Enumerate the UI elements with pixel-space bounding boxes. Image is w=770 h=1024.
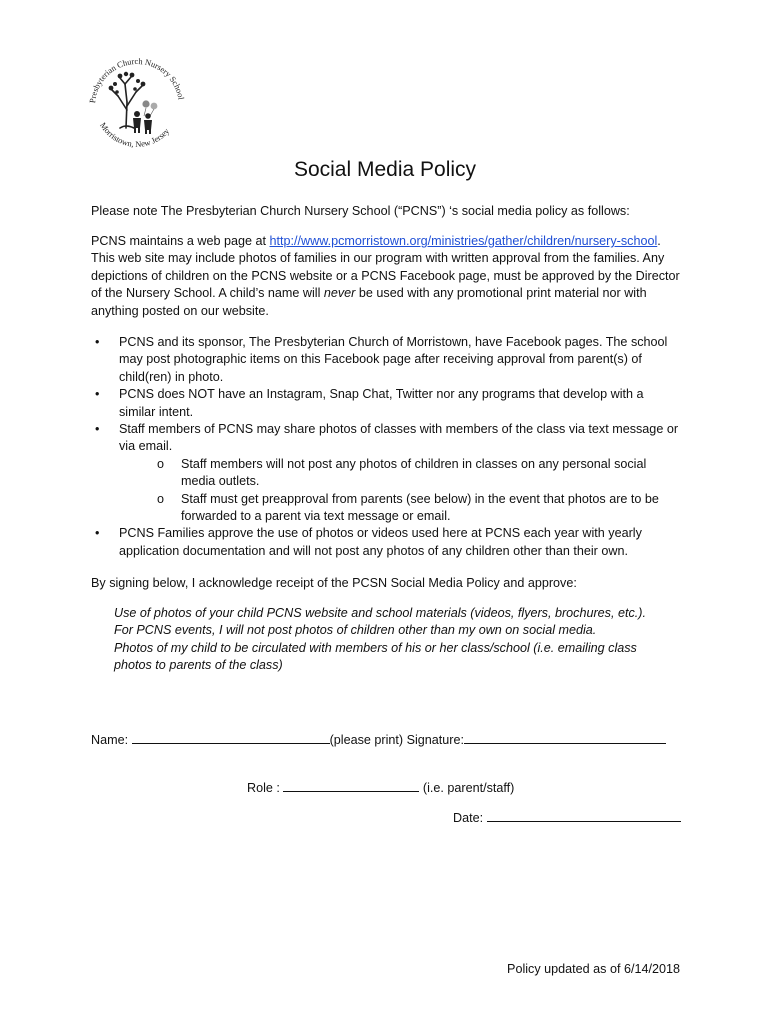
website-link[interactable]: http://www.pcmorristown.org/ministries/gather/children/nursery-school (269, 234, 658, 248)
sub-bullet-item (91, 456, 681, 491)
date-label: Date: (453, 811, 487, 825)
children-icon (133, 111, 152, 134)
website-paragraph (91, 233, 681, 320)
name-label: Name: (91, 733, 132, 747)
name-field[interactable] (132, 731, 330, 744)
sub-bullet-text: Staff must get preapproval from parents (see below) in the event that photos are to be forwarded to a parent via text message or email. (181, 491, 659, 524)
role-label: Role : (247, 781, 284, 795)
sub-bullet-marker: o (157, 491, 165, 506)
website-text-middle: . This web site may include photos of families in our program with written approval from the families. Any depictions of children on the PCNS website or a PCNS Facebook page, must be approved by the Director of the Nursery School. A child’s name will (91, 234, 680, 301)
policy-bullet-list (91, 334, 681, 560)
sub-bullet-item (91, 491, 681, 526)
sub-bullet-text: Staff members will not post any photos of children in classes on any personal social media outlets. (181, 456, 647, 489)
document-title: Social Media Policy (293, 158, 477, 181)
please-print-label: (please print) Signature: (329, 733, 464, 747)
role-row (247, 779, 514, 797)
logo-ring-text-bottom: Morristown, New Jersey (98, 120, 172, 149)
name-signature-row (91, 731, 666, 749)
approval-statements (114, 605, 674, 675)
role-field[interactable] (283, 779, 419, 792)
intro-text: Please note The Presbyterian Church Nursery School (“PCNS”) ‘s social media policy as follows: (91, 204, 630, 218)
role-hint: (i.e. parent/staff) (419, 781, 515, 795)
bullet-item: • PCNS Families approve the use of photos or videos used here at PCNS each year with yearly application documentation and will not post any photos of any children other than their own. (91, 525, 681, 560)
approval-line: Photos of my child to be circulated with members of his or her class/school (i.e. emailing class (114, 640, 637, 655)
approval-line: Use of photos of your child PCNS website and school materials (videos, flyers, brochures, etc.). (114, 606, 646, 620)
website-text-start: PCNS maintains a web page at (91, 234, 270, 248)
school-logo (82, 44, 192, 154)
approval-line: photos to parents of the class) (114, 658, 283, 673)
policy-updated-footer: Policy updated as of 6/14/2018 (507, 962, 680, 976)
bullet-item: • PCNS and its sponsor, The Presbyterian Church of Morristown, have Facebook pages. The school may post photographic items on this Facebook page after receiving approval from parent(s) of child(ren) in photo. (91, 334, 681, 386)
approval-line: For PCNS events, I will not post photos of children other than my own on social media. (114, 623, 597, 638)
signature-field[interactable] (464, 731, 666, 744)
acknowledgement-paragraph (91, 575, 681, 592)
balloon-icon (142, 100, 157, 116)
sub-bullet-marker: o (157, 456, 165, 471)
date-field[interactable] (487, 809, 681, 822)
website-text-end: be used with any promotional print material nor with anything posted on our website. (91, 286, 647, 318)
bullet-item: • Staff members of PCNS may share photos of classes with members of the class via text message or via email. (91, 421, 681, 456)
emphasis-never: never (323, 286, 356, 301)
intro-paragraph (91, 203, 681, 220)
date-row (453, 809, 681, 827)
acknowledgement-text: By signing below, I acknowledge receipt of the PCSN Social Media Policy and approve: (91, 576, 577, 590)
bullet-item: • PCNS does NOT have an Instagram, Snap Chat, Twitter nor any programs that develop with a similar intent. (91, 386, 681, 421)
logo-ring-text-top: Presbyterian Church Nursery School (88, 56, 186, 104)
